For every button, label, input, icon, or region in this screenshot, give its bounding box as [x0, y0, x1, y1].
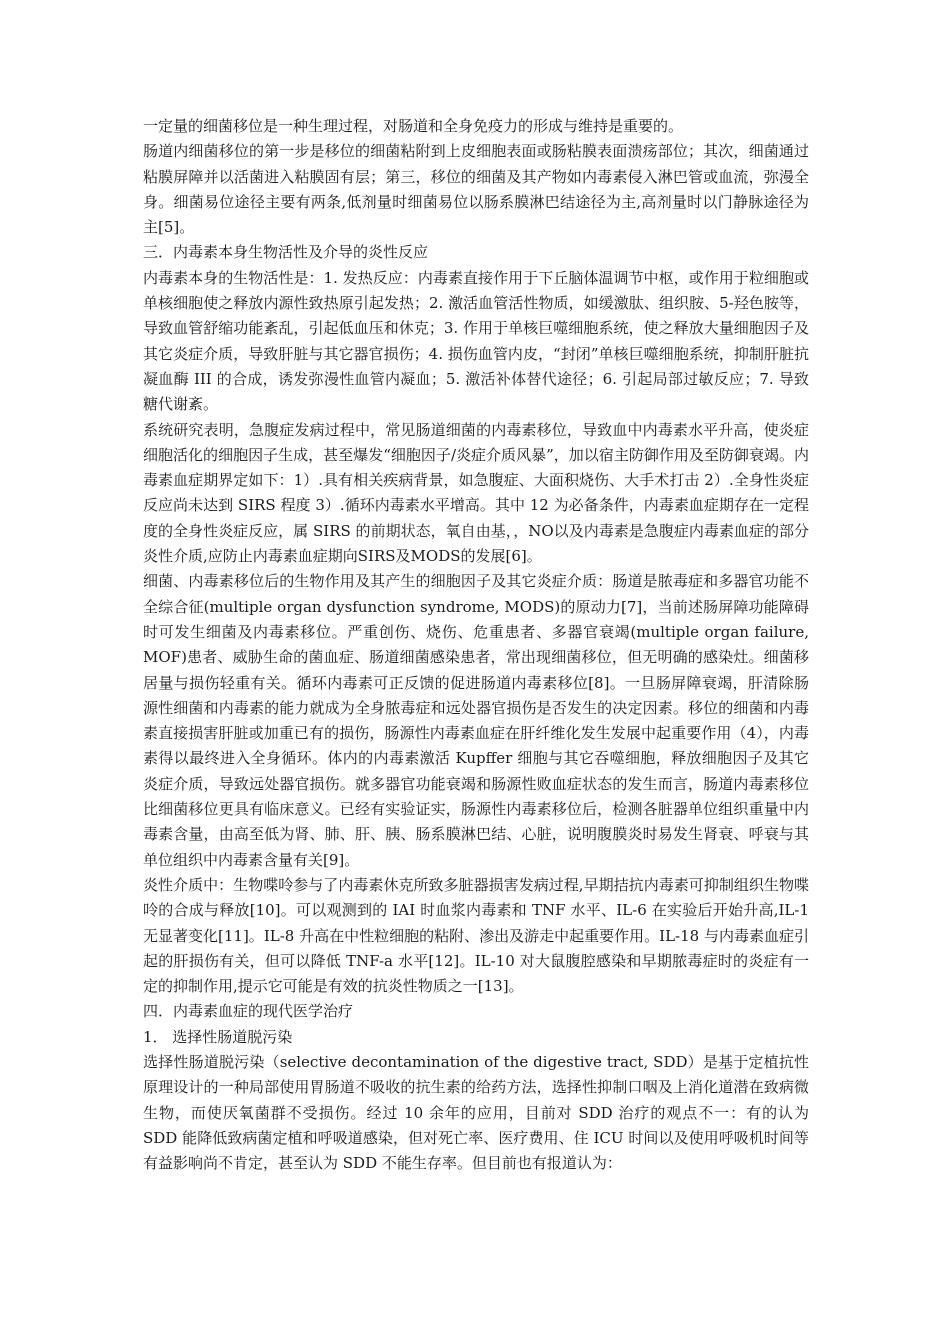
subsection-heading-1: 1． 选择性肠道脱污染 — [143, 1027, 293, 1046]
paragraph-sdd: 选择性肠道脱污染（selective decontamination of the digestive tract, SDD）是基于定植抗性原理设计的一种局部使用胃肠道不吸收的抗生素的给药方法，选择性抑制口咽及上消化道潜在致病微生物，而使厌氧菌群不受损伤。经过 10 余年的应用，目前对 SDD 治疗的观点不一：有的认为 SDD 能降低致病菌定植和呼吸道感染，但对死亡率、医疗费用、住 ICU 时间以及使用呼吸机时间等有益影响尚不肯定，甚至认为 SDD 不能生存率。但目前也有报道认为： — [143, 1052, 809, 1173]
paragraph-endotoxin-bioactivity: 内毒素本身的生物活性是：1. 发热反应：内毒素直接作用于下丘脑体温调节中枢，或作用于粒细胞或单核细胞使之释放内源性致热原引起发热；2. 激活血管活性物质，如缓激肽、组织胺、5-羟色胺等，导致血管舒缩功能紊乱，引起低血压和休克；3. 作用于单核巨噬细胞系统，使之释放大量细胞因子及其它炎症介质，导致肝脏与其它器官损伤；4. 损伤血管内皮，“封闭”单核巨噬细胞系统，抑制肝脏抗凝血酶 III 的合成，诱发弥漫性血管内凝血；5. 激活补体替代途径；6. 引起局部过敏反应；7. 导致糖代谢紊。 — [143, 268, 809, 414]
paragraph-bacterial-translocation-intro: 一定量的细菌移位是一种生理过程，对肠道和全身免疫力的形成与维持是重要的。 — [143, 117, 684, 135]
paragraph-translocation-steps: 肠道内细菌移位的第一步是移位的细菌粘附到上皮细胞表面或肠粘膜表面溃疡部位；其次，细菌通过粘膜屏障并以活菌进入粘膜固有层；第三，移位的细菌及其产物如内毒素侵入淋巴管或血流，弥漫全身。细菌易位途径主要有两条,低剂量时细菌易位以肠系膜淋巴结途径为主,高剂量时以门静脉途径为主[5]。 — [143, 142, 809, 237]
paragraph-inflammatory-mediators: 炎性介质中：生物喋呤参与了内毒素休克所致多脏器损害发病过程,早期拮抗内毒素可抑制组织生物喋呤的合成与释放[10]。可以观测到的 IAI 时血浆内毒素和 TNF 水平、IL-6 在实验后开始升高,IL-1 无显著变化[11]。IL-8 升高在中性粒细胞的粘附、渗出及游走中起重要作用。IL-18 与内毒素血症引起的肝损伤有关，但可以降低 TNF-a 水平[12]。IL-10 对大鼠腹腔感染和早期脓毒症时的炎症有一定的抑制作用,提示它可能是有效的抗炎性物质之一[13]。 — [143, 875, 809, 996]
paragraph-bacteria-endotoxin-effects: 细菌、内毒素移位后的生物作用及其产生的细胞因子及其它炎症介质：肠道是脓毒症和多器官功能不全综合征(multiple organ dysfunction syndrome, MODS)的原动力[7]，当前述肠屏障功能障碍时可发生细菌及内毒素移位。严重创伤、烧伤、危重患者、多器官衰竭(multiple organ failure, MOF)患者、威胁生命的菌血症、肠道细菌感染患者，常出现细菌移位，但无明确的感染灶。细菌移居量与损伤轻重有关。循环内毒素可正反馈的促进肠道内毒素移位[8]。一旦肠屏障衰竭，肝清除肠源性细菌和内毒素的能力就成为全身脓毒症和远处器官损伤是否发生的决定因素。移位的细菌和内毒素直接损害肝脏或加重已有的损伤，肠源性内毒素血症在肝纤维化发生发展中起重要作用（4），内毒素得以最终进入全身循环。体内的内毒素激活 Kupffer 细胞与其它吞噬细胞，释放细胞因子及其它炎症介质，导致远处器官损伤。就多器官功能衰竭和肠源性败血症状态的发生而言，肠道内毒素移位比细菌移位更具有临床意义。已经有实验证实，肠源性内毒素移位后，检测各脏器单位组织重量中内毒素含量，由高至低为肾、肺、肝、胰、肠系膜淋巴结、心脏，说明腹膜炎时易发生肾衰、呼衰与其单位组织中内毒素含量有关[9]。 — [143, 572, 809, 869]
section-heading-3: 三．内毒素本身生物活性及介导的炎性反应 — [143, 243, 429, 262]
paragraph-endotoxemia-definition: 系统研究表明，急腹症发病过程中，常见肠道细菌的内毒素移位，导致血中内毒素水平升高，使炎症细胞活化的细胞因子生成，甚至爆发“细胞因子/炎症介质风暴”，加以宿主防御作用及至防御衰竭。内毒素血症期界定如下：1）.具有相关疾病背景，如急腹症、大面积烧伤、大手术打击 2）.全身性炎症反应尚未达到 SIRS 程度 3）.循环内毒素水平增高。其中 12 为必备条件，内毒素血症期存在一定程度的全身性炎症反应，属 SIRS 的前期状态，氧自由基，，NO以及内毒素是急腹症内毒素血症的部分炎性介质,应防止内毒素血症期向SIRS及MODS的发展[6]。 — [143, 420, 809, 566]
document-page — [143, 114, 809, 1176]
section-heading-4: 四．内毒素血症的现代医学治疗 — [143, 1002, 354, 1021]
